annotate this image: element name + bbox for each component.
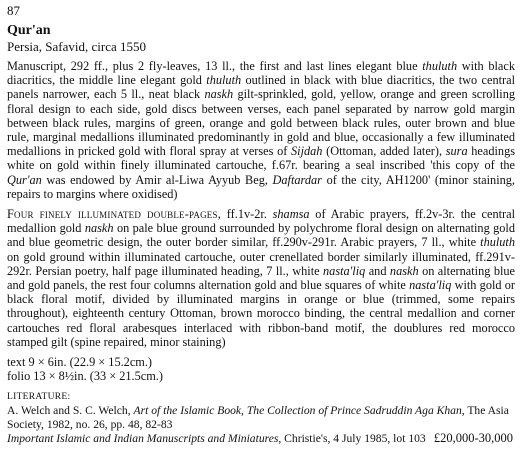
lot-number: 87 [7, 3, 20, 18]
literature-reference-1: A. Welch and S. C. Welch, Art of the Islamic Book, The Collection of Prince Sadruddin Aga Khan, The Asia Society, 1982, no. 26, pp. 48, 82-83 [7, 404, 509, 431]
literature-heading: LITERATURE: [7, 392, 71, 403]
catalogue-entry [7, 3, 515, 446]
price-estimate: £20,000-30,000 [433, 431, 513, 446]
text-dimensions: text 9 × 6in. (22.9 × 15.2cm.) [7, 355, 153, 370]
lot-title: Qur'an [7, 23, 51, 38]
literature-reference-2: Important Islamic and Indian Manuscripts and Miniatures, Christie's, 4 July 1985, lot 103 £20,000-30,000 [7, 431, 513, 446]
illumination-description: Four finely illuminated double-pages, ff.1v-2r. shamsa of Arabic prayers, ff.2v-3r. the central medallion gold naskh on pale blue ground surrounded by polychrome floral design on alternating gold and blue geometric design, the outer border similar, ff.290v-291r. Arabic prayers, 7 ll., white thuluth on gold ground within illuminated cartouche, outer crenellated border similarly illuminated, ff.291v-292r. Persian poetry, half page illuminated heading, 7 ll., white nasta'liq and naskh on alternating blue and gold panels, the rest four columns alternation gold and blue squares of white nasta'liq with gold or black floral motif, divided by illuminated margins in orange or blue (trimmed, some repairs throughout), eighteenth century Ottoman, brown morocco binding, the central medallion and corner cartouches red floral arabesques interlaced with ribbon-band motif, the doublures red morocco stamped gilt (spine repaired, minor staining) [7, 207, 515, 349]
manuscript-description: Manuscript, 292 ff., plus 2 fly-leaves, 13 ll., the first and last lines elegant blue thuluth with black diacritics, the middle line elegant gold thuluth outlined in black with blue diacritics, the two central panels narrower, each 5 ll., neat black naskh gilt-sprinkled, gold, yellow, orange and green scrolling floral design to each side, gold discs between verses, each panel separated by narrow gold margin between black rules, margins of green, orange and gold between black rules, outer brown and blue rule, marginal medallions illuminated predominantly in gold and blue, occasionally a few illuminated medallions in pricked gold with floral spray at verses of Sijdah (Ottoman, added later), sura headings white on gold within finely illuminated cartouche, f.67r. bearing a seal inscribed 'this copy of the Qur'an was endowed by Amir al-Liwa Ayyub Beg, Daftardar of the city, AH1200' (minor staining, repairs to margins where oxidised) [7, 59, 515, 201]
illumination-heading: Four finely illuminated double-pages, [7, 207, 221, 222]
folio-dimensions: folio 13 × 8½in. (33 × 21.5cm.) [7, 369, 163, 384]
lot-subtitle: Persia, Safavid, circa 1550 [7, 39, 146, 54]
